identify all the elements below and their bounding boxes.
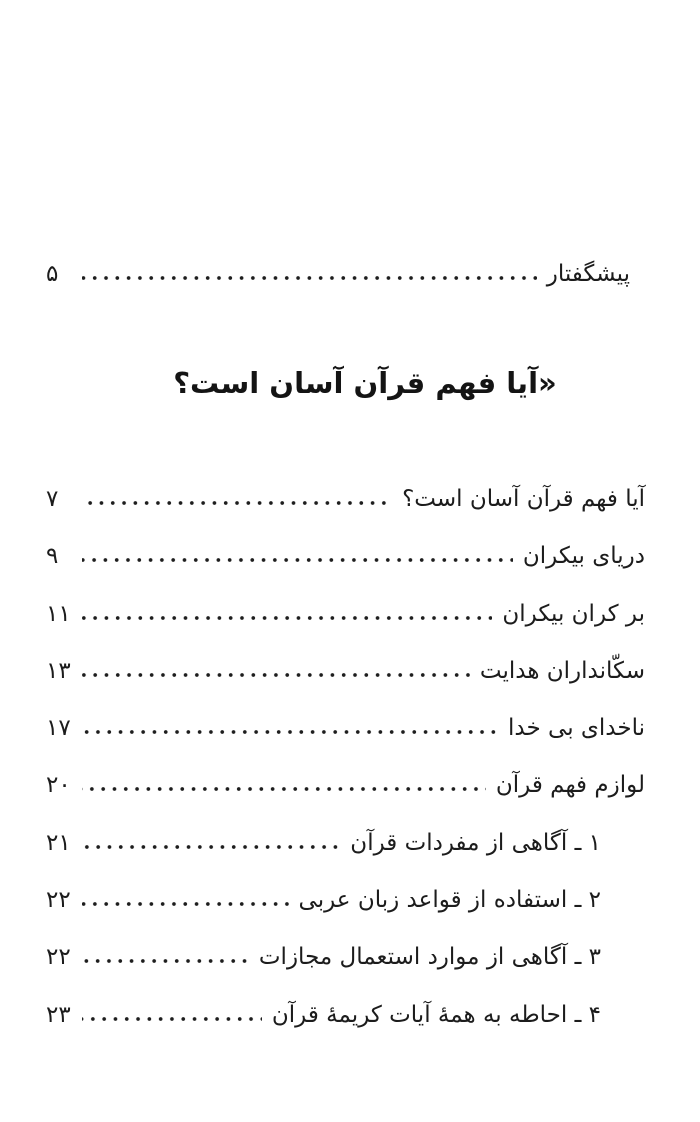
toc-entry [46,528,645,585]
preface-entry [46,252,630,296]
dot-leader [82,557,513,563]
dot-leader [82,500,392,506]
table-of-contents [46,471,645,1044]
toc-entry-page: ۱۷ [46,715,71,742]
toc-entry-page: ۱۱ [46,600,71,627]
toc-entry [46,700,645,757]
toc-entry-page: ۹ [46,543,59,570]
toc-entry [46,929,645,986]
preface-page-number: ۵ [46,261,59,287]
dot-leader [82,672,470,678]
toc-entry-title: دریای بیکران [522,543,645,570]
toc-entry-page: ۲۳ [46,1001,71,1028]
toc-entry-page: ۲۰ [46,772,71,799]
toc-entry [46,757,645,814]
dot-leader [82,1016,262,1022]
preface-title: پیشگفتار [546,261,630,287]
dot-leader [82,844,340,850]
toc-entry-title: ۳ ـ آگاهی از موارد استعمال مجازات [258,944,601,971]
toc-entry [46,586,645,643]
dot-leader [82,275,537,281]
toc-entry-page: ۲۲ [46,887,71,914]
toc-entry-page: ۲۲ [46,944,71,971]
toc-entry-page: ۱۳ [46,657,71,684]
toc-entry-title: آیا فهم قرآن آسان است؟ [402,486,645,512]
toc-entry [46,471,645,528]
toc-entry-title: سکّانداران هدایت [479,657,645,684]
toc-entry-title: ۴ ـ احاطه به همهٔ آیات کریمهٔ قرآن [271,1001,601,1028]
toc-entry-page: ۷ [46,486,59,512]
dot-leader [82,786,486,792]
dot-leader [82,729,498,735]
toc-entry [46,987,645,1044]
toc-entry [46,643,645,700]
toc-entry-page: ۲۱ [46,829,71,856]
dot-leader [82,958,249,964]
toc-entry-title: بر کران بیکران [502,600,645,627]
toc-entry [46,815,645,872]
toc-entry [46,872,645,929]
dot-leader [82,615,492,621]
toc-entry-title: ۱ ـ آگاهی از مفردات قرآن [350,829,601,856]
toc-entry-title: ۲ ـ استفاده از قواعد زبان عربی [298,887,601,914]
toc-entry-title: ناخدای بی خدا [508,715,645,742]
dot-leader [82,901,289,907]
chapter-heading: «آیا فهم قرآن آسان است؟ [173,366,557,400]
toc-entry-title: لوازم فهم قرآن [495,772,645,799]
